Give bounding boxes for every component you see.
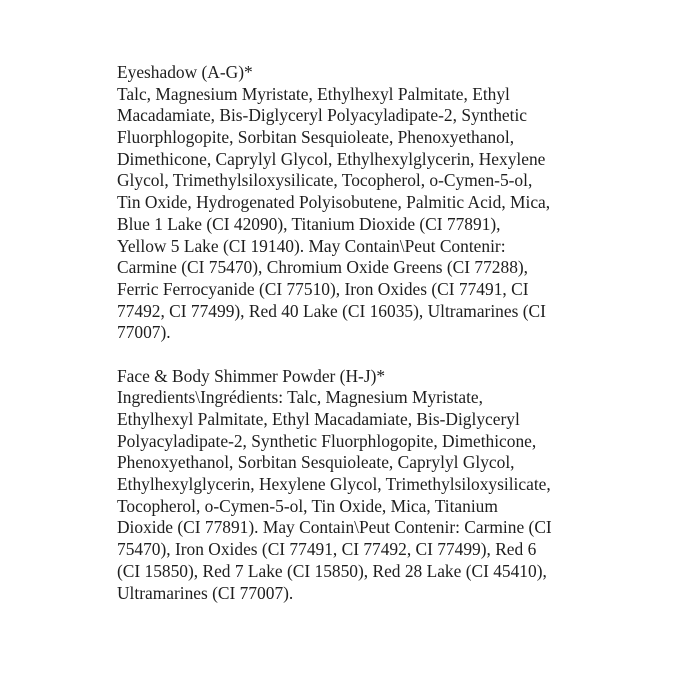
text-line: Talc, Magnesium Myristate, Ethylhexyl Palmitate, Ethyl [117,83,510,104]
text-line: Fluorphlogopite, Sorbitan Sesquioleate, Phenoxyethanol, [117,127,515,148]
section-shimmer-powder [117,366,569,605]
text-line: Dioxide (CI 77891). May Contain\Peut Contenir: Carmine (CI [117,517,552,538]
text-line: Yellow 5 Lake (CI 19140). May Contain\Peut Contenir: [117,235,506,256]
section-title: Face & Body Shimmer Powder (H-J)* [117,365,386,386]
text-line: Ethylhexyl Palmitate, Ethyl Macadamiate, Bis-Diglyceryl [117,409,520,429]
text-line: Dimethicone, Caprylyl Glycol, Ethylhexylglycerin, Hexylene [117,148,546,169]
text-line: Ultramarines (CI 77007). [117,582,294,603]
text-line: (CI 15850), Red 7 Lake (CI 15850), Red 28 Lake (CI 45410), [117,560,547,581]
text-line: Phenoxyethanol, Sorbitan Sesquioleate, Caprylyl Glycol, [117,452,515,473]
text-line: Glycol, Trimethylsiloxysilicate, Tocopherol, o-Cymen-5-ol, [117,170,533,191]
text-line: Ingredients\Ingrédients: Talc, Magnesium Myristate, [117,387,483,408]
text-line: Blue 1 Lake (CI 42090), Titanium Dioxide (CI 77891), [117,213,501,234]
text-line: Carmine (CI 75470), Chromium Oxide Greens (CI 77288), [117,257,529,278]
text-line: Macadamiate, Bis-Diglyceryl Polyacyladipate-2, Synthetic [117,105,528,126]
text-line: Ethylhexylglycerin, Hexylene Glycol, Trimethylsiloxysilicate, [117,474,551,495]
text-line: Tin Oxide, Hydrogenated Polyisobutene, Palmitic Acid, Mica, [117,192,551,213]
section-eyeshadow [117,62,569,344]
text-line: Tocopherol, o-Cymen-5-ol, Tin Oxide, Mica, Titanium [117,495,498,516]
text-line: Polyacyladipate-2, Synthetic Fluorphlogopite, Dimethicone, [117,430,537,451]
text-line: Ferric Ferrocyanide (CI 77510), Iron Oxides (CI 77491, CI [117,278,529,299]
text-line: 77492, CI 77499), Red 40 Lake (CI 16035), Ultramarines (CI [117,300,546,321]
ingredients-document [117,62,569,604]
text-line: 77007). [117,322,171,343]
text-line: 75470), Iron Oxides (CI 77491, CI 77492, CI 77499), Red 6 [117,539,537,560]
section-title: Eyeshadow (A-G)* [117,62,253,82]
